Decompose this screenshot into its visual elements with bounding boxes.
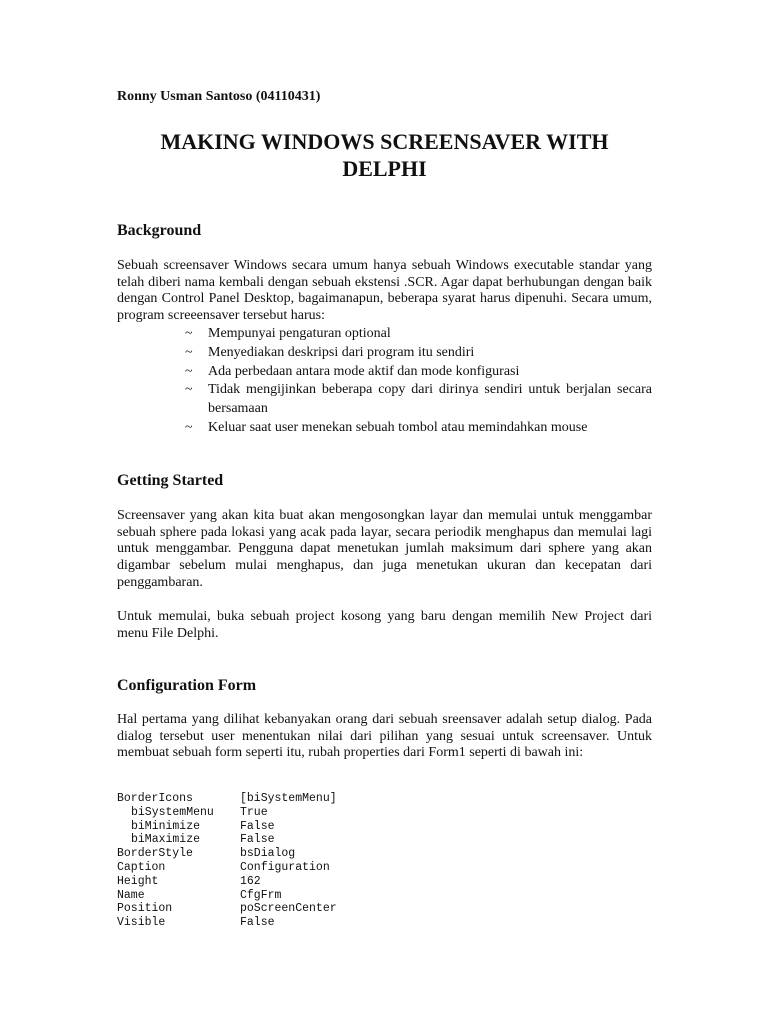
property-row — [117, 875, 337, 889]
background-paragraph: Sebuah screensaver Windows secara umum hanya sebuah Windows executable standar yang telah diberi nama kembali dengan sebuah ekstensi .SCR. Agar dapat berhubungan dengan baik dengan Control Panel Desktop, bagaimanapun, beberapa syarat harus dipenuhi. Secara umum, program screeensaver tersebut harus: — [117, 258, 652, 324]
property-name: BorderStyle — [117, 847, 193, 861]
property-name: biMaximize — [131, 833, 201, 847]
list-item: ~ Ada perbedaan antara mode aktif dan mode konfigurasi — [185, 363, 652, 382]
property-name: Visible — [117, 916, 166, 930]
tilde-bullet-icon: ~ — [185, 344, 193, 360]
property-row — [117, 916, 337, 930]
property-row — [117, 902, 337, 916]
list-item: ~ Menyediakan deskripsi dari program itu sendiri — [185, 344, 652, 363]
tilde-bullet-icon: ~ — [185, 326, 193, 341]
document-title: MAKING WINDOWS SCREENSAVER WITH DELPHI — [160, 129, 609, 181]
tilde-bullet-icon: ~ — [185, 363, 193, 379]
property-row — [117, 792, 337, 806]
property-name: BorderIcons — [117, 792, 193, 805]
property-name: Height — [117, 874, 159, 888]
list-item: ~ Tidak mengijinkan beberapa copy dari dirinya sendiri untuk berjalan secara bersamaan — [185, 382, 652, 417]
getting-started-paragraph-1: Screensaver yang akan kita buat akan mengosongkan layar dan memulai untuk menggambar sebuah sphere pada lokasi yang acak pada layar, secara periodik menghapus dan memulai lagi untuk menggambar. Pengguna dapat menetukan jumlah maksimum dari sphere yang akan digambar sebelum mulai menghapus, dan juga menetukan ukuran dan kecepatan dari penggambaran. — [117, 508, 652, 590]
list-item: ~ Keluar saat user menekan sebuah tombol atau memindahkan mouse — [185, 419, 652, 438]
property-row — [117, 820, 337, 834]
heading-background: Background — [117, 222, 202, 239]
property-value: poScreenCenter — [240, 902, 337, 916]
requirements-list — [185, 325, 652, 438]
tilde-bullet-icon: ~ — [185, 419, 193, 435]
property-name: Position — [117, 902, 173, 916]
property-row — [117, 847, 337, 861]
property-name: biSystemMenu — [131, 805, 214, 819]
author-line: Ronny Usman Santoso (04110431) — [117, 89, 321, 104]
property-row — [117, 861, 337, 875]
getting-started-paragraph-2: Untuk memulai, buka sebuah project kosong yang baru dengan memilih New Project dari menu File Delphi. — [117, 609, 652, 641]
property-value: False — [240, 916, 275, 930]
tilde-bullet-icon: ~ — [185, 382, 193, 398]
property-value: Configuration — [240, 860, 330, 874]
form-properties-listing — [117, 792, 337, 930]
property-row — [117, 833, 337, 847]
property-value: 162 — [240, 874, 261, 888]
list-item: ~ Mempunyai pengaturan optional — [185, 325, 652, 344]
property-row — [117, 806, 337, 820]
heading-getting-started: Getting Started — [117, 472, 224, 489]
property-row — [117, 889, 337, 903]
property-value: True — [240, 805, 268, 819]
property-name: Name — [117, 888, 145, 902]
configuration-form-paragraph: Hal pertama yang dilihat kebanyakan orang dari sebuah sreensaver adalah setup dialog. Pada dialog tersebut user menentukan nilai dari pilihan yang sesuai untuk screensaver. Untuk membuat sebuah form seperti itu, rubah properties dari Form1 seperti di bawah ini: — [117, 712, 652, 761]
property-name: Caption — [117, 860, 166, 874]
property-value: CfgFrm — [240, 888, 282, 902]
property-value: False — [240, 833, 275, 847]
property-value: [biSystemMenu] — [240, 792, 337, 805]
property-name: biMinimize — [131, 819, 201, 833]
property-value: False — [240, 819, 275, 833]
heading-configuration-form: Configuration Form — [117, 677, 257, 694]
property-value: bsDialog — [240, 847, 296, 861]
